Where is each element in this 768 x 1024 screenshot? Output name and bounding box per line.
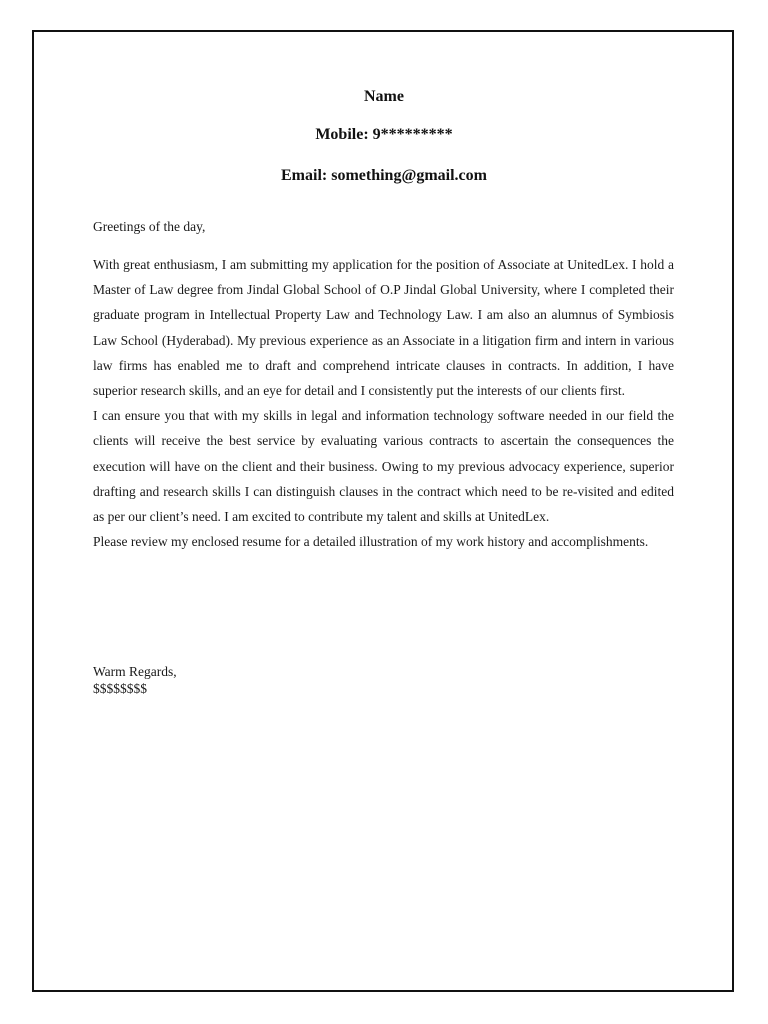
letter-greeting: Greetings of the day, xyxy=(93,219,206,234)
letter-signature: $$$$$$$$ xyxy=(93,681,147,696)
applicant-mobile: Mobile: 9********* xyxy=(315,126,453,143)
letter-paragraph: Please review my enclosed resume for a detailed illustration of my work history and accomplishments. xyxy=(93,534,649,550)
applicant-name: Name xyxy=(364,88,404,105)
applicant-email: Email: something@gmail.com xyxy=(281,167,487,184)
letter-body xyxy=(93,252,674,554)
letter-paragraph: With great enthusiasm, I am submitting my application for the position of Associate at UnitedLex. I hold a Master of Law degree from Jindal Global School of O.P Jindal Global University, where I completed their graduate program in Intellectual Property Law and Technology Law. I am also an alumnus of Symbiosis Law School (Hyderabad). My previous experience as an Associate in a litigation firm and intern in various law firms has enabled me to draft and comprehend intricate clauses in contracts. In addition, I have superior research skills, and an eye for detail and I consistently put the interests of our clients first. xyxy=(93,257,674,399)
letter-closing-block xyxy=(93,663,177,697)
letter-closing: Warm Regards, xyxy=(93,664,177,679)
letter-paragraph: I can ensure you that with my skills in legal and information technology software needed in our field the clients will receive the best service by evaluating various contracts to ascertain the consequences the execution will have on the client and their business. Owing to my previous advocacy experience, superior drafting and research skills I can distinguish clauses in the contract which need to be re-visited and edited as per our client’s need. I am excited to contribute my talent and skills at UnitedLex. xyxy=(93,408,674,525)
